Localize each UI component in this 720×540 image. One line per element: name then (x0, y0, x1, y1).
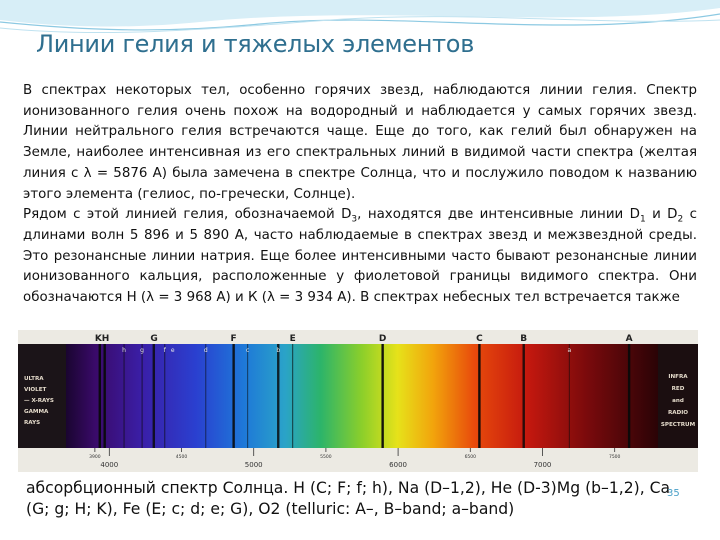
absorption-line (292, 344, 293, 448)
infrared-legend-line: and (672, 398, 684, 404)
wavelength-tick-label: 6000 (389, 461, 408, 469)
minor-line-label: f (163, 347, 166, 354)
line-label: E (289, 334, 296, 344)
absorption-line (153, 344, 155, 448)
absorption-line (124, 344, 125, 448)
minor-line-label: g (140, 347, 144, 354)
infrared-legend-line: INFRA (668, 374, 688, 380)
absorption-line (478, 344, 480, 448)
absorption-line (569, 344, 570, 448)
minor-line-label: e (170, 347, 175, 354)
right-dark-panel (658, 344, 698, 448)
ultraviolet-legend-line: — X-RAYS (24, 398, 54, 404)
wavelength-tick-label: 7500 (608, 455, 621, 460)
absorption-line (247, 344, 248, 448)
ultraviolet-legend-line: GAMMA (24, 409, 49, 415)
ultraviolet-legend-line: RAYS (24, 420, 41, 426)
absorption-line (277, 344, 279, 448)
line-label: D (378, 334, 387, 344)
absorption-line (381, 344, 383, 448)
absorption-line (164, 344, 165, 448)
wavelength-tick-label: 4000 (100, 461, 119, 469)
minor-line-label: h (122, 347, 126, 354)
line-label: A (625, 334, 633, 344)
body-text (23, 81, 697, 309)
absorption-line (99, 344, 101, 448)
slide-title: Линии гелия и тяжелых элементов (36, 30, 475, 58)
wavelength-tick-label: 4500 (175, 455, 188, 460)
absorption-line (628, 344, 630, 448)
absorption-line (523, 344, 525, 448)
minor-line-label: b (276, 347, 281, 354)
minor-line-label: c (245, 347, 250, 354)
absorption-line (142, 344, 143, 448)
ultraviolet-legend-line: VIOLET (24, 387, 47, 393)
wavelength-tick-label: 5000 (244, 461, 263, 469)
minor-line-label: a (567, 347, 572, 354)
left-dark-panel (18, 344, 66, 448)
spectrum-caption: абсорбционный спектр Солнца. H (C; F; f; h), Na (D–1,2), He (D-3)Mg (b–1,2), Ca (G; g; H; K), Fe (E; c; d; e; G), O2 (telluric: A–, B–band; a–band) (26, 479, 671, 518)
infrared-legend-line: RADIO (667, 410, 689, 416)
solar-spectrum-image (18, 330, 698, 472)
minor-line-label: d (203, 347, 208, 354)
wavelength-tick-label: 3900 (89, 455, 101, 460)
paragraph-helium: В спектрах некоторых тел, особенно горячих звезд, наблюдаются линии гелия. Спектр ионизованного гелия очень похож на водородный и наблюдается у самых горячих звезд. Линии нейтрального гелия встречаются чаще. Еще до того, как гелий был обнаружен на Земле, наиболее интенсивная из его спектральных линий в видимой части спектра (желтая линия с λ = 5876 А) была замечена в спектре Солнца, что и послужило поводом к названию этого элемента (гелиос, по-гречески, Солнце). (23, 83, 697, 202)
line-label: G (150, 334, 158, 344)
ultraviolet-legend-line: ULTRA (24, 376, 44, 382)
absorption-line (103, 344, 105, 448)
wavelength-tick-label: 6500 (464, 455, 477, 460)
line-label: KH (94, 334, 110, 344)
slide-number: 35 (667, 488, 680, 499)
wavelength-tick-label: 7000 (533, 461, 552, 469)
wavelength-tick-label: 5500 (320, 455, 332, 460)
line-label: F (230, 334, 237, 344)
line-label: C (476, 334, 483, 344)
paragraph-sodium: Рядом с этой линией гелия, обозначаемой $D_3$, находятся две интенсивные линии $D_1$ и $D_2$ с длинами волн 5 896 и 5 890 А, часто наблюдаемые в спектрах звезд и межзвездной среды. Это резонансные линии натрия. Еще более интенсивными часто бывают резонансные линии ионизованного кальция, расположенные у фиолетовой границы видимого спектра. Они обозначаются Н (λ = 3 968 А) и К (λ = 3 934 А). В спектрах небесных тел встречается также (23, 207, 698, 306)
line-label: B (520, 334, 528, 344)
infrared-legend-line: SPECTRUM (660, 422, 696, 428)
absorption-line (232, 344, 234, 448)
infrared-legend-line: RED (671, 386, 685, 392)
absorption-line (205, 344, 206, 448)
